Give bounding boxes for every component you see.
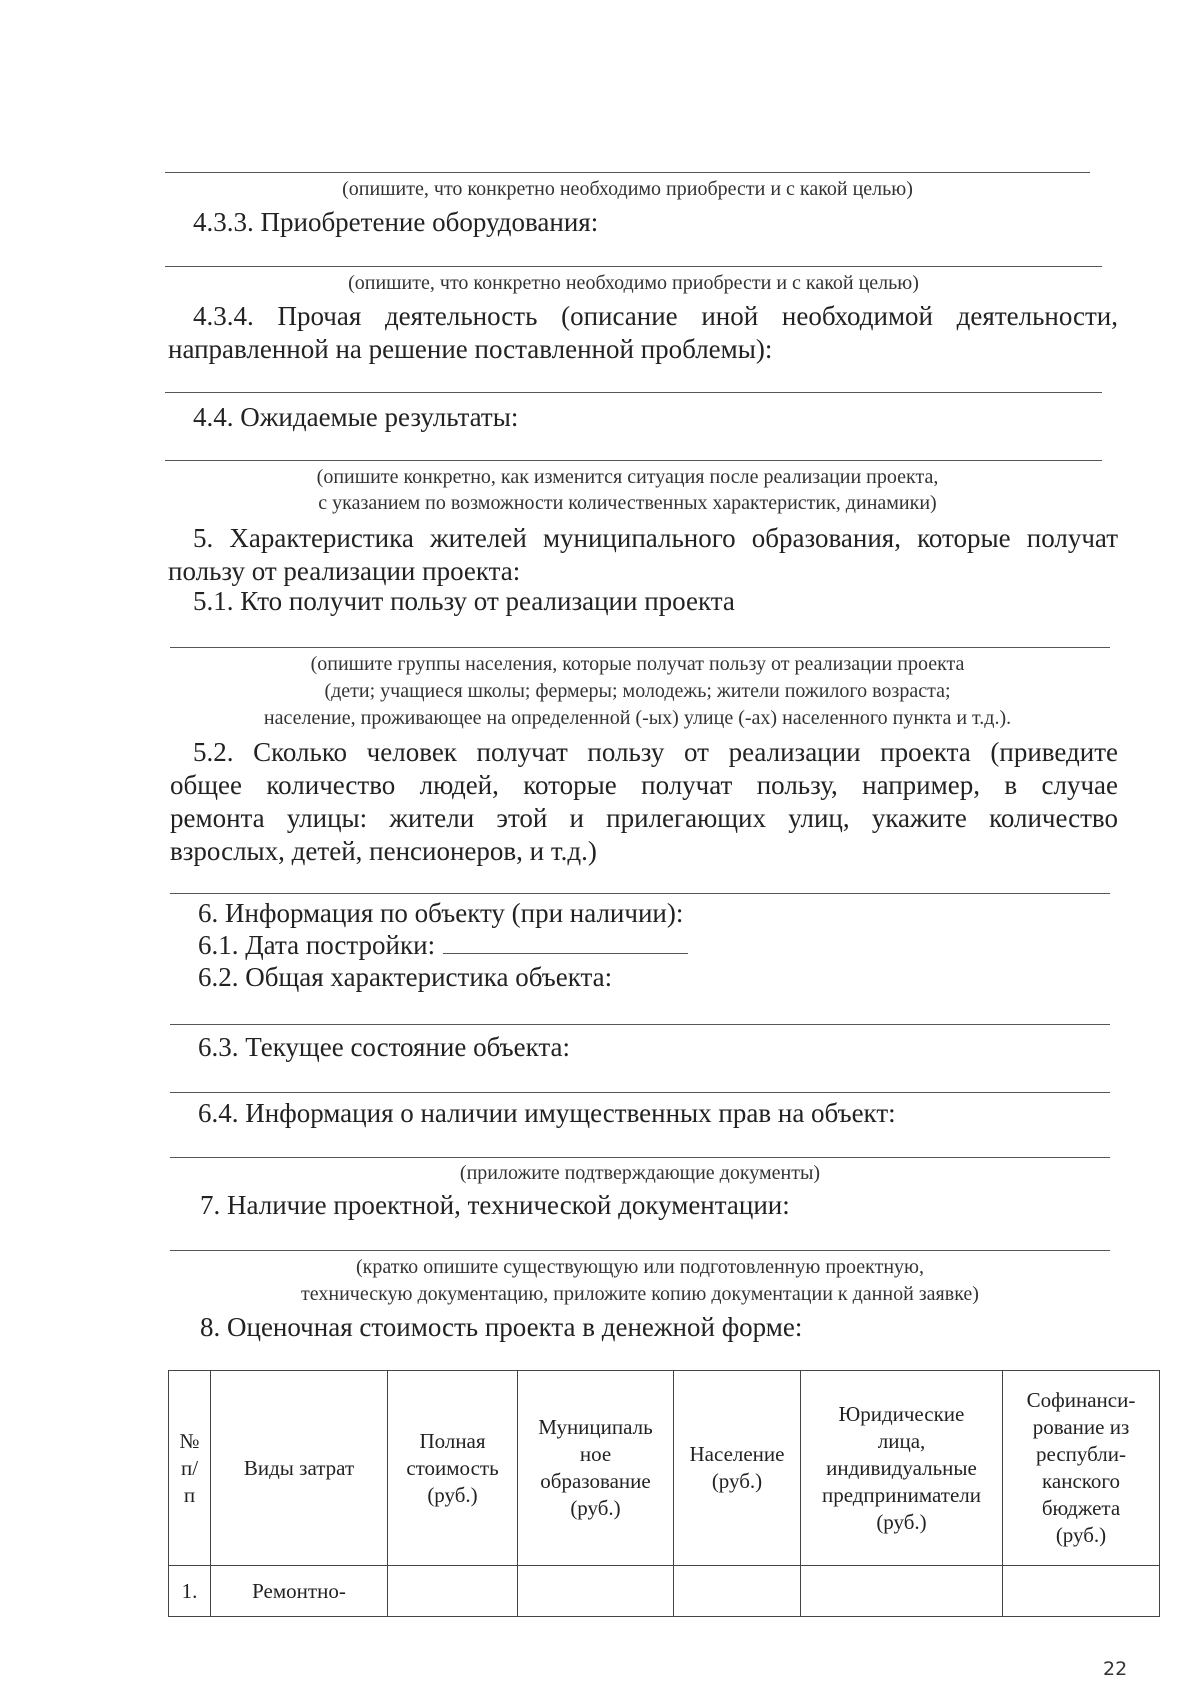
page-number: 22	[1103, 1658, 1128, 1680]
table-cell-number: 1.	[169, 1566, 211, 1617]
table-cell-legal-entities[interactable]	[801, 1566, 1003, 1617]
column-header-full-cost	[388, 1371, 518, 1566]
heading-5-1: 5.1. Кто получит пользу от реализации проекта	[193, 586, 735, 616]
table-cell-republic-budget[interactable]	[1003, 1566, 1160, 1617]
column-header-municipality	[518, 1371, 674, 1566]
answer-line-4-4[interactable]	[165, 460, 1102, 461]
hint-4-4-line: с указанием по возможности количественных характеристик, динамики)	[318, 492, 937, 514]
paragraph-5-2-line: общее количество людей, которые получат пользу, например, в случае	[170, 770, 1118, 800]
column-header-cost-type	[211, 1371, 388, 1566]
hint-4-3-2: (опишите, что конкретно необходимо приобрести и с какой целью)	[342, 178, 913, 200]
heading-8: 8. Оценочная стоимость проекта в денежной форме:	[200, 1312, 803, 1342]
heading-6: 6. Информация по объекту (при наличии):	[198, 898, 684, 928]
answer-line-4-3-3[interactable]	[165, 266, 1102, 267]
answer-line-6-4[interactable]	[170, 1157, 1110, 1158]
column-header-republic-budget	[1003, 1371, 1160, 1566]
column-header-legal-entities-text: Юридические лица, индивидуальные предприниматели (руб.)	[821, 1401, 982, 1534]
table-cell-cost-type: Ремонтно-	[211, 1566, 388, 1617]
table-row	[169, 1566, 1160, 1617]
column-header-municipality-text: Муниципаль ное образование (руб.)	[538, 1415, 653, 1520]
construction-date-field[interactable]	[443, 933, 688, 954]
column-header-population	[674, 1371, 801, 1566]
paragraph-5-2-line: ремонта улицы: жители этой и прилегающих улиц, укажите количество	[170, 803, 1118, 833]
paragraph-4-3-4	[168, 300, 1118, 366]
column-header-population-text: Население (руб.)	[689, 1442, 785, 1493]
table-cell-population[interactable]	[674, 1566, 801, 1617]
column-header-number-text: № п/ п	[179, 1428, 200, 1507]
paragraph-5-line: пользу от реализации проекта:	[168, 556, 521, 586]
column-header-full-cost-text: Полная стоимость (руб.)	[406, 1428, 499, 1507]
answer-line-6-2[interactable]	[170, 1024, 1110, 1025]
paragraph-5-2-line: взрослых, детей, пенсионеров, и т.д.)	[170, 836, 597, 866]
answer-line-7[interactable]	[170, 1250, 1110, 1251]
table-header-row	[169, 1371, 1160, 1566]
answer-line-5-2[interactable]	[170, 893, 1110, 894]
cost-table	[168, 1370, 1160, 1617]
heading-6-2: 6.2. Общая характеристика объекта:	[198, 962, 613, 992]
hint-7-line: техническую документацию, приложите копию документации к данной заявке)	[301, 1283, 979, 1305]
answer-line-6-3[interactable]	[170, 1092, 1110, 1093]
answer-line-5-1[interactable]	[170, 647, 1110, 648]
label-6-1: 6.1. Дата постройки:	[198, 930, 436, 960]
hint-4-4-line: (опишите конкретно, как изменится ситуация после реализации проекта,	[316, 466, 939, 488]
paragraph-4-3-4-line: направленной на решение поставленной проблемы):	[168, 334, 773, 364]
hint-5-1-line: (опишите группы населения, которые получат пользу от реализации проекта	[310, 653, 965, 675]
column-header-legal-entities	[801, 1371, 1003, 1566]
hint-7-line: (кратко опишите существующую или подготовленную проектную,	[355, 1256, 924, 1278]
paragraph-4-3-4-line: 4.3.4. Прочая деятельность (описание иной необходимой деятельности,	[193, 301, 1118, 331]
column-header-republic-budget-text: Софинанси- рование из республи- канского бюджета (руб.)	[1026, 1388, 1136, 1547]
paragraph-5-line: 5. Характеристика жителей муниципального образования, которые получат	[193, 523, 1118, 553]
answer-line-4-3-4[interactable]	[165, 392, 1102, 393]
heading-6-3: 6.3. Текущее состояние объекта:	[198, 1032, 570, 1062]
hint-6-4: (приложите подтверждающие документы)	[459, 1162, 821, 1184]
hint-5-1-line: (дети; учащиеся школы; фермеры; молодежь; жители пожилого возраста;	[324, 680, 951, 702]
field-6-1	[198, 930, 688, 961]
heading-7: 7. Наличие проектной, технической документации:	[200, 1190, 790, 1220]
column-header-cost-type-text: Виды затрат	[243, 1455, 355, 1480]
heading-4-3-3: 4.3.3. Приобретение оборудования:	[193, 207, 599, 237]
hint-5-1-line: население, проживающее на определенной (-ых) улице (-ах) населенного пункта и т.д.).	[263, 707, 1012, 729]
hint-4-3-3: (опишите, что конкретно необходимо приобрести и с какой целью)	[348, 272, 919, 294]
column-header-number	[169, 1371, 211, 1566]
paragraph-5-2	[170, 736, 1118, 868]
heading-6-4: 6.4. Информация о наличии имущественных прав на объект:	[198, 1098, 896, 1128]
table-cell-municipality[interactable]	[518, 1566, 674, 1617]
paragraph-5-2-line: 5.2. Сколько человек получат пользу от реализации проекта (приведите	[193, 737, 1118, 767]
answer-line-4-3-2[interactable]	[165, 172, 1090, 173]
heading-4-4: 4.4. Ожидаемые результаты:	[193, 402, 519, 432]
paragraph-5	[168, 522, 1118, 588]
table-cell-full-cost[interactable]	[388, 1566, 518, 1617]
